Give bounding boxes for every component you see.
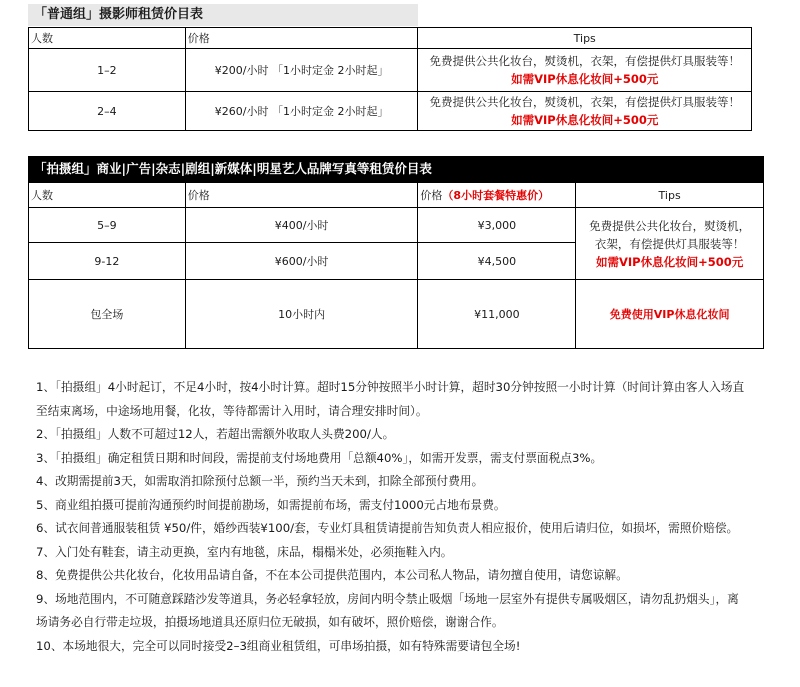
full-venue-tip: 免费使用VIP休息化妆间 [576, 280, 764, 349]
note-line: 场请务必自行带走垃圾，拍摄场地道具还原归位无破损，如有破坏，照价赔偿，谢谢合作。 [36, 615, 504, 629]
package-cell: ¥11,000 [418, 280, 576, 349]
note-line: 7、入门处有鞋套，请主动更换，室内有地毯，床品，榻榻米处，必须拖鞋入内。 [36, 544, 453, 559]
package-cell: ¥4,500 [418, 243, 576, 280]
header-people: 人数 [29, 28, 186, 49]
note-line: 4、改期需提前3天，如需取消扣除预付总额一半，预约当天未到，扣除全部预付费用。 [36, 474, 484, 488]
table-row [29, 280, 764, 349]
tips-text: 免费提供公共化妆台，熨烫机，衣架，有偿提供灯具服装等！ [429, 95, 740, 109]
table-header-row [29, 183, 764, 208]
note-line: 3、「拍摄组」确定租赁日期和时间段，需提前支付场地费用「总额40%」，如需开发票，需支付票面税点3%。 [36, 450, 603, 465]
header-package-note: （8小时套餐特惠价） [442, 189, 550, 202]
table-row [29, 49, 752, 92]
price-cell: ¥260/小时 「1小时定金 2小时起」 [185, 92, 418, 131]
header-price: 价格 [185, 183, 418, 208]
vip-note: 如需VIP休息化妆间+500元 [595, 254, 744, 269]
header-package [418, 183, 576, 208]
people-cell: 包全场 [29, 280, 186, 349]
people-cell: 5–9 [29, 208, 186, 243]
note-line: 6、试衣间普通服装租赁 ¥50/件，婚纱西装¥100/套，专业灯具租赁请提前告知负责人相应报价，使用后请归位，如损坏，需照价赔偿。 [36, 521, 739, 535]
header-tips: Tips [418, 28, 752, 49]
table-row [29, 208, 764, 243]
price-cell: ¥400/小时 [185, 208, 418, 243]
tips-cell [418, 92, 752, 131]
note-line: 5、商业组拍摄可提前沟通预约时间提前勘场，如需提前布场，需支付1000元占地布景费。 [36, 497, 506, 512]
note-line: 1、「拍摄组」4小时起订，不足4小时，按4小时计算。超时15分钟按照半小时计算，超时30分钟按照一小时计算（时间计算由客人入场直 [36, 380, 745, 394]
note-line: 至结束离场，中途场地用餐，化妆，等待都需计入用时，请合理安排时间）。 [36, 403, 428, 418]
header-package-label: 价格 [420, 189, 443, 202]
people-cell: 2–4 [29, 92, 186, 131]
table-header-row [29, 28, 752, 49]
tips-cell [418, 49, 752, 92]
rental-notes [36, 376, 776, 658]
price-cell: ¥600/小时 [185, 243, 418, 280]
shoot-group-price-table [28, 182, 764, 349]
price-cell: ¥200/小时 「1小时定金 2小时起」 [185, 49, 418, 92]
tips-cell [576, 208, 764, 280]
note-line: 10、本场地很大，完全可以同时接受2–3组商业租赁组，可串场拍摄，如有特殊需要请包全场! [36, 638, 521, 653]
note-line: 9、场地范围内，不可随意踩踏沙发等道具，务必轻拿轻放，房间内明令禁止吸烟「场地一层室外有提供专属吸烟区，请勿乱扔烟头」，离 [36, 591, 739, 606]
header-people: 人数 [29, 183, 186, 208]
regular-price-table [28, 27, 752, 131]
vip-note: 如需VIP休息化妆间+500元 [511, 113, 659, 127]
note-line: 2、「拍摄组」人数不可超过12人，若超出需额外收取人头费200/人。 [36, 427, 395, 441]
tips-text: 衣架，有偿提供灯具服装等！ [594, 236, 745, 251]
vip-note: 如需VIP休息化妆间+500元 [511, 72, 659, 86]
table1-title: 「普通组」摄影师租赁价目表 [28, 4, 418, 26]
tips-text: 免费提供公共化妆台，熨烫机，衣架，有偿提供灯具服装等！ [429, 54, 740, 68]
table-row [29, 92, 752, 131]
people-cell: 1–2 [29, 49, 186, 92]
header-price: 价格 [185, 28, 418, 49]
table2-title: 「拍摄组」商业|广告|杂志|剧组|新媒体|明星艺人品牌写真等租赁价目表 [28, 156, 764, 182]
people-cell: 9-12 [29, 243, 186, 280]
header-tips: Tips [576, 183, 764, 208]
note-line: 8、免费提供公共化妆台，化妆用品请自备，不在本公司提供范围内，本公司私人物品，请勿擅自使用，请您谅解。 [36, 568, 628, 582]
tips-text: 免费提供公共化妆台，熨烫机， [589, 218, 751, 233]
price-cell: 10小时内 [185, 280, 418, 349]
package-cell: ¥3,000 [418, 208, 576, 243]
